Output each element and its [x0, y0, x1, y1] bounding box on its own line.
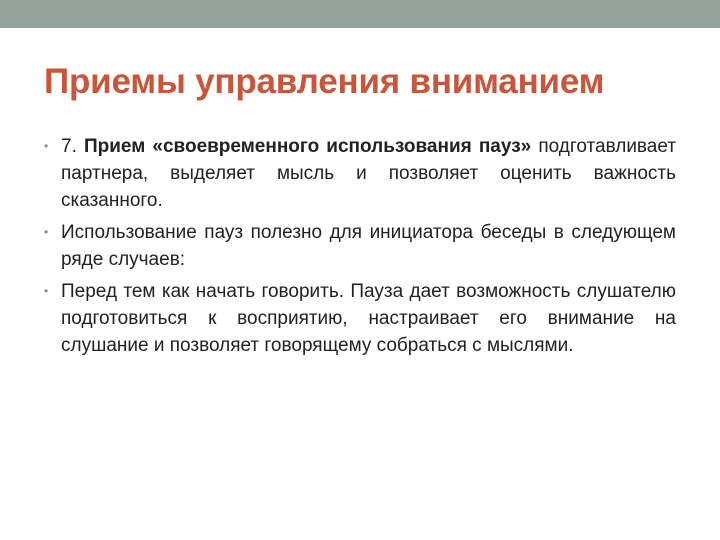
bullet-item-3 — [44, 278, 676, 359]
bullet-bold-heading: Прием «своевременного использования пауз» — [83, 136, 532, 157]
bullet-text: Перед тем как начать говорить. Пауза дает возможность слушателю подготовиться к восприятию, настраивает его внимание на слушание и позволяет говорящему собраться с мыслями. — [61, 281, 676, 356]
bullet-icon: • — [44, 225, 49, 239]
top-accent-bar — [0, 0, 720, 28]
bullet-item-2 — [44, 219, 676, 273]
slide-title: Приемы управления вниманием — [44, 62, 605, 101]
bullet-item-1 — [44, 133, 676, 214]
slide-content — [44, 133, 676, 364]
bullet-number: 7. — [61, 136, 84, 157]
bullet-icon: • — [44, 284, 49, 298]
bullet-text: Использование пауз полезно для инициатора беседы в следующем ряде случаев: — [61, 222, 676, 270]
bullet-icon: • — [44, 139, 49, 153]
bullet-text: подготавливает партнера, выделяет мысль и позволяет оценить важность сказанного. — [61, 136, 677, 211]
